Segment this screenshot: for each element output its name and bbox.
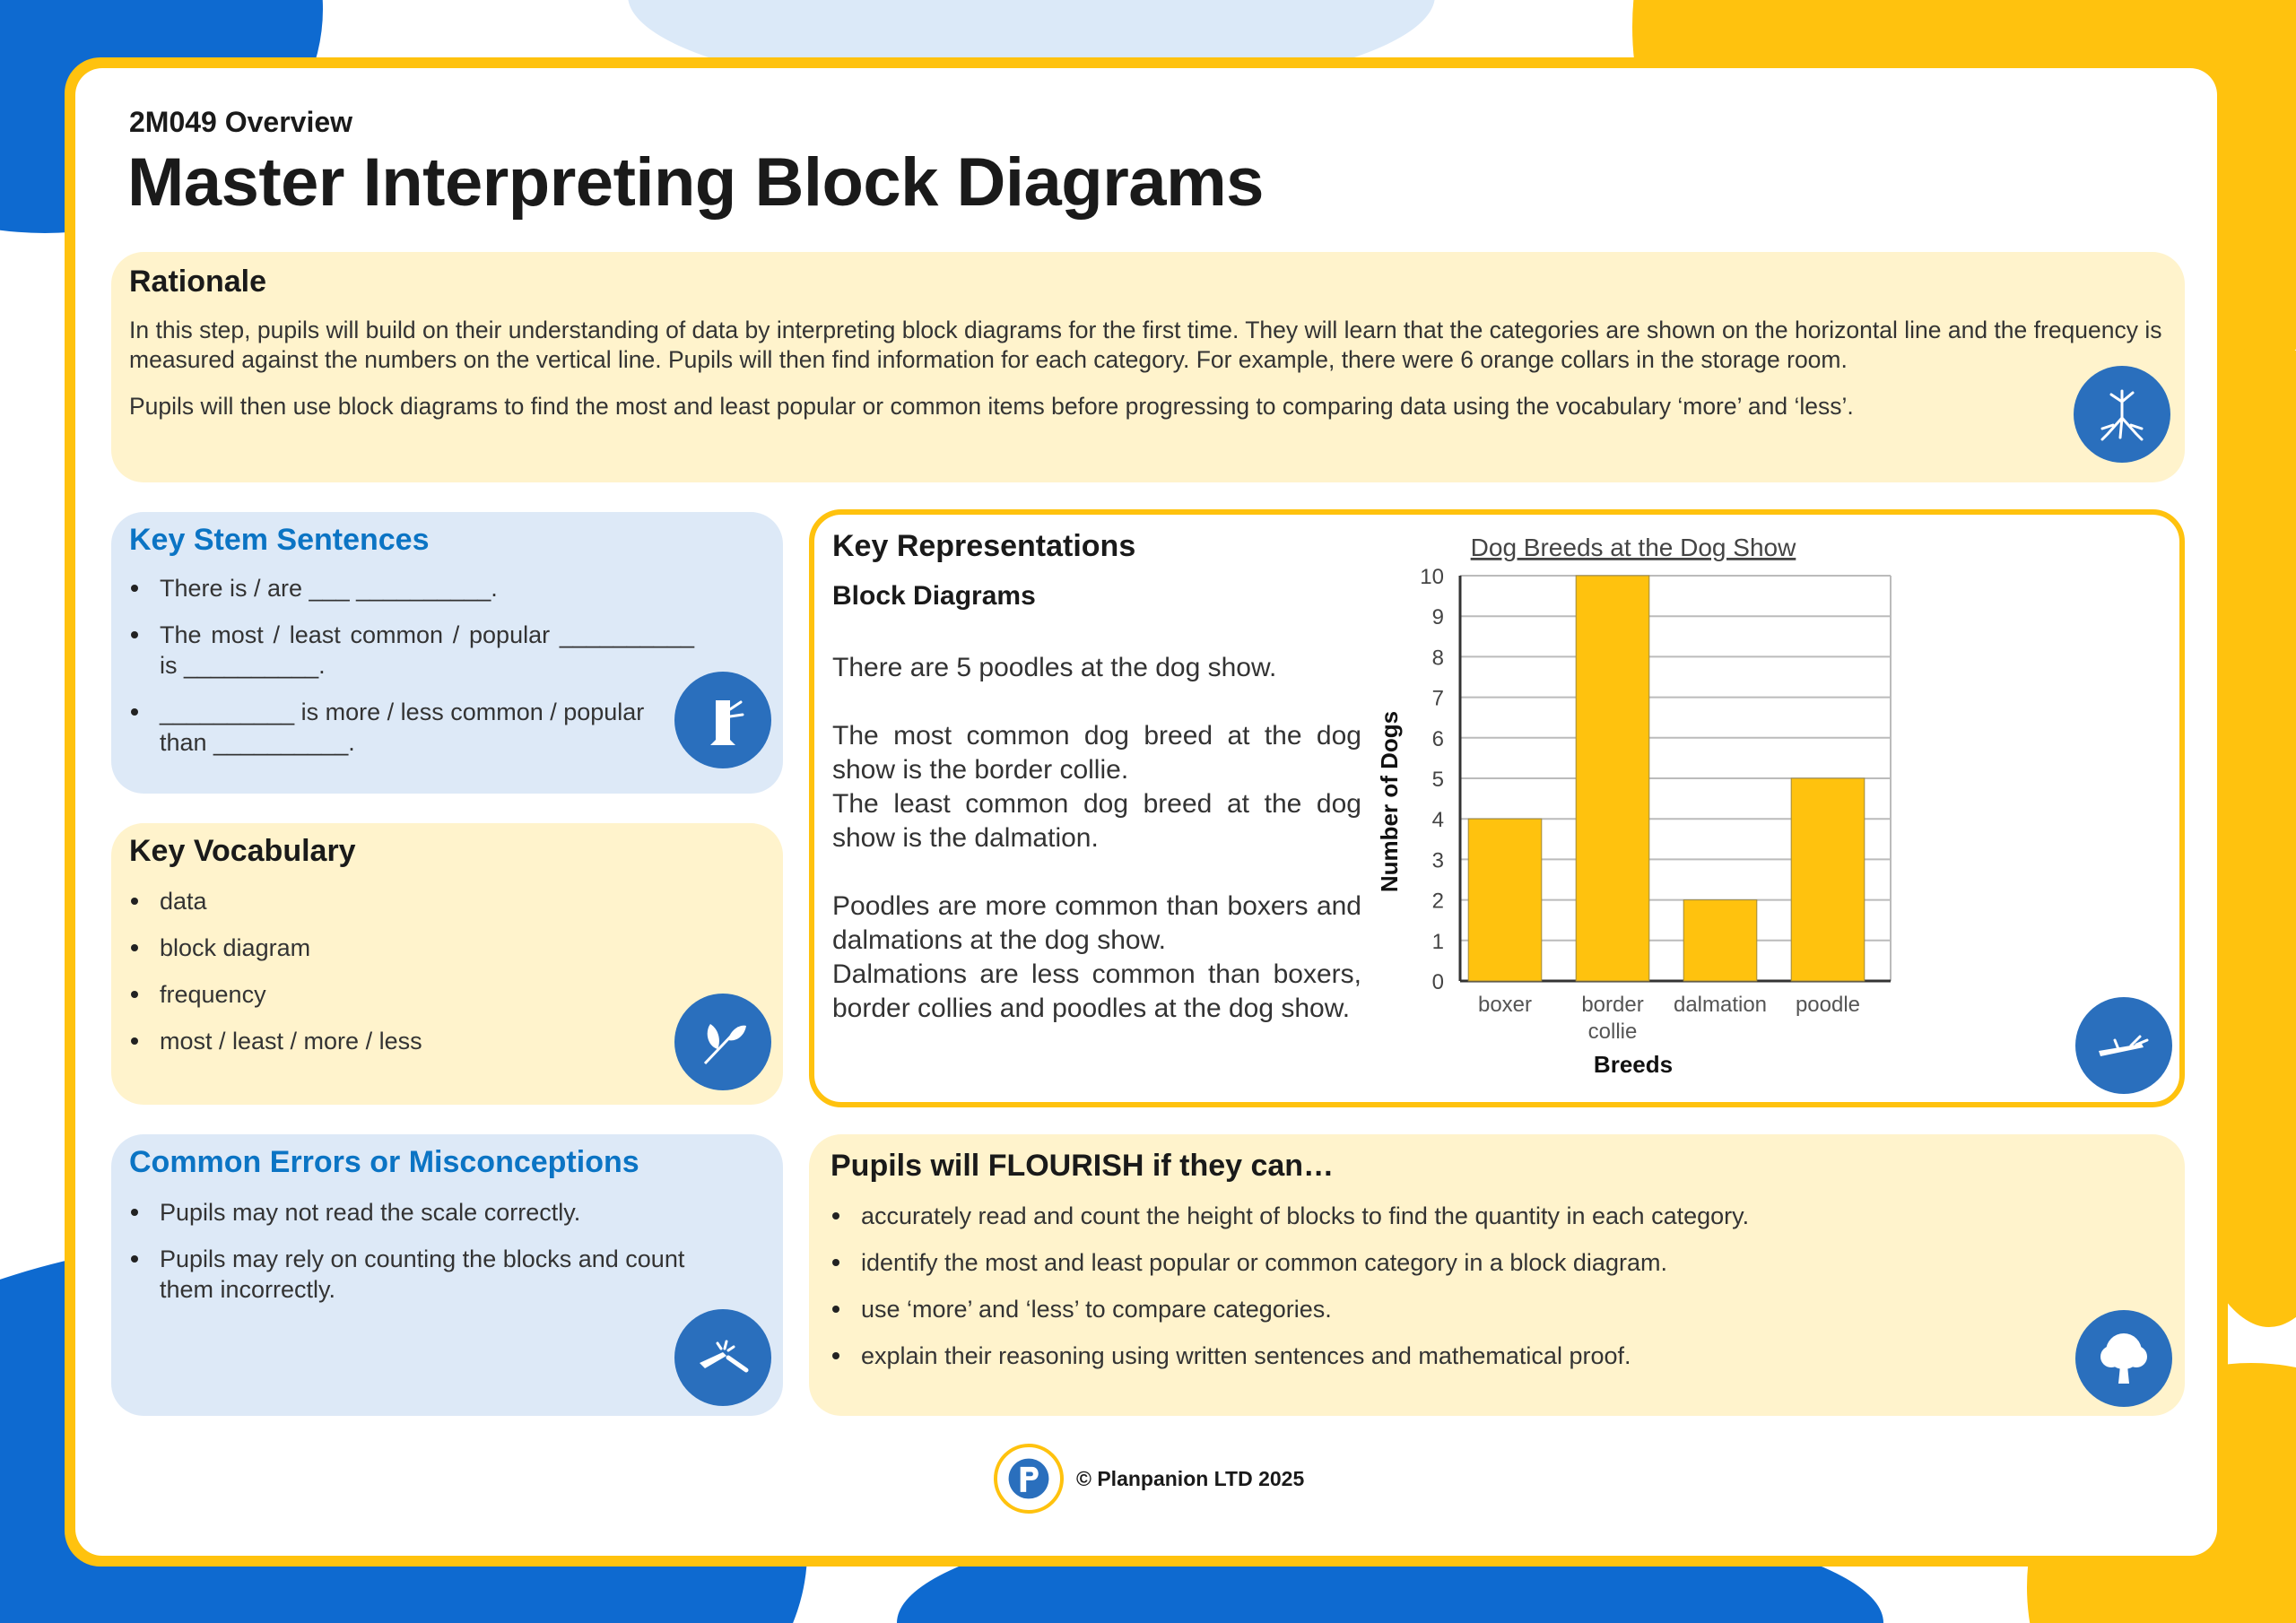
bar-boxer	[1468, 819, 1542, 981]
y-tick-label: 8	[1431, 646, 1444, 671]
trunk-icon	[674, 672, 771, 768]
y-tick-label: 6	[1431, 726, 1444, 751]
branch-icon	[2075, 997, 2172, 1094]
x-tick-label: poodle	[1795, 993, 1861, 1017]
y-tick-label: 7	[1431, 686, 1444, 711]
y-tick-label: 3	[1431, 848, 1444, 873]
bar-border-collie	[1576, 576, 1649, 981]
y-tick-label: 1	[1431, 929, 1444, 954]
errors-list	[129, 1197, 721, 1321]
stem-heading: Key Stem Sentences	[129, 523, 430, 557]
rep-sentence: Poodles are more common than boxers and dalmations at the dog show.	[832, 891, 1361, 955]
bar-poodle	[1791, 778, 1865, 981]
y-tick-label: 4	[1431, 808, 1444, 833]
chart-x-axis-label: Breeds	[1593, 1051, 1674, 1078]
y-tick-label: 5	[1431, 768, 1444, 792]
rationale-panel	[111, 252, 2185, 482]
chart-title: Dog Breeds at the Dog Show	[1470, 534, 1796, 561]
rep-sentence: The most common dog breed at the dog show is the border collie.	[832, 721, 1361, 785]
vocab-item: block diagram	[129, 933, 667, 963]
roots-icon	[2074, 366, 2170, 463]
flourish-heading: Pupils will FLOURISH if they can…	[831, 1149, 1335, 1183]
leaves-icon	[674, 994, 771, 1090]
page-title: Master Interpreting Block Diagrams	[127, 144, 1264, 221]
block-diagram-chart	[1370, 533, 1926, 1080]
rep-sentence: The least common dog breed at the dog show is the dalmation.	[832, 789, 1361, 853]
x-tick-label: border	[1581, 993, 1644, 1017]
vocab-panel	[111, 823, 783, 1105]
x-tick-label: boxer	[1477, 993, 1533, 1017]
flourish-item: identify the most and least popular or common category in a block diagram.	[831, 1247, 2041, 1278]
chart-y-axis-label: Number of Dogs	[1376, 710, 1403, 893]
rep-sentence: Dalmations are less common than boxers, border collies and poodles at the dog show.	[832, 959, 1361, 1023]
stem-list	[129, 573, 712, 774]
representations-subheading: Block Diagrams	[832, 581, 1036, 611]
bar-dalmation	[1683, 900, 1757, 981]
errors-panel	[111, 1134, 783, 1416]
vocab-item: most / least / more / less	[129, 1026, 667, 1056]
tree-icon	[2075, 1310, 2172, 1407]
rationale-paragraph-2: Pupils will then use block diagrams to find the most and least popular or common items before progressing to comparing data using the vocabulary ‘more’ and ‘less’.	[129, 393, 1854, 420]
vocab-heading: Key Vocabulary	[129, 834, 356, 868]
flourish-item: accurately read and count the height of blocks to find the quantity in each category.	[831, 1201, 2041, 1231]
rationale-paragraph-1: In this step, pupils will build on their understanding of data by interpreting block diagrams for the first time. They will learn that the categories are shown on the horizontal line and the frequency is measured against the numbers on the vertical line. Pupils will then find information for each category. For example, there were 6 orange collars in the storage room.	[129, 317, 2162, 373]
planpanion-logo	[994, 1444, 1064, 1514]
representations-text	[832, 651, 1361, 1026]
copyright: © Planpanion LTD 2025	[1076, 1466, 1305, 1490]
stem-panel	[111, 512, 783, 794]
errors-item: Pupils may not read the scale correctly.	[129, 1197, 721, 1228]
errors-item: Pupils may rely on counting the blocks and count them incorrectly.	[129, 1244, 721, 1305]
vocab-item: data	[129, 886, 667, 916]
flourish-list	[831, 1201, 2041, 1387]
footer	[994, 1444, 1304, 1514]
representations-panel	[809, 509, 2185, 1107]
stem-item: There is / are ___ __________.	[129, 573, 712, 603]
overview-code: 2M049 Overview	[129, 106, 353, 138]
vocab-item: frequency	[129, 979, 667, 1010]
chart-y-ticks	[1420, 565, 1444, 994]
broken-branch-icon	[674, 1309, 771, 1406]
vocab-list	[129, 886, 667, 1072]
rationale-heading: Rationale	[129, 265, 267, 299]
y-tick-label: 10	[1420, 565, 1444, 589]
flourish-item: use ‘more’ and ‘less’ to compare categories.	[831, 1294, 2041, 1324]
flourish-item: explain their reasoning using written sentences and mathematical proof.	[831, 1341, 2041, 1371]
representations-heading: Key Representations	[832, 529, 1136, 563]
rep-sentence: There are 5 poodles at the dog show.	[832, 653, 1277, 682]
x-tick-label: collie	[1587, 1020, 1638, 1044]
x-tick-label: dalmation	[1673, 993, 1768, 1017]
errors-heading: Common Errors or Misconceptions	[129, 1145, 639, 1179]
chart-x-ticks	[1478, 993, 1860, 1044]
y-tick-label: 0	[1431, 970, 1444, 994]
stem-item: The most / least common / popular __________ is __________.	[129, 620, 694, 681]
flourish-panel	[809, 1134, 2185, 1416]
y-tick-label: 9	[1431, 605, 1444, 630]
y-tick-label: 2	[1431, 889, 1444, 914]
stem-item: __________ is more / less common / popular than __________.	[129, 697, 658, 758]
